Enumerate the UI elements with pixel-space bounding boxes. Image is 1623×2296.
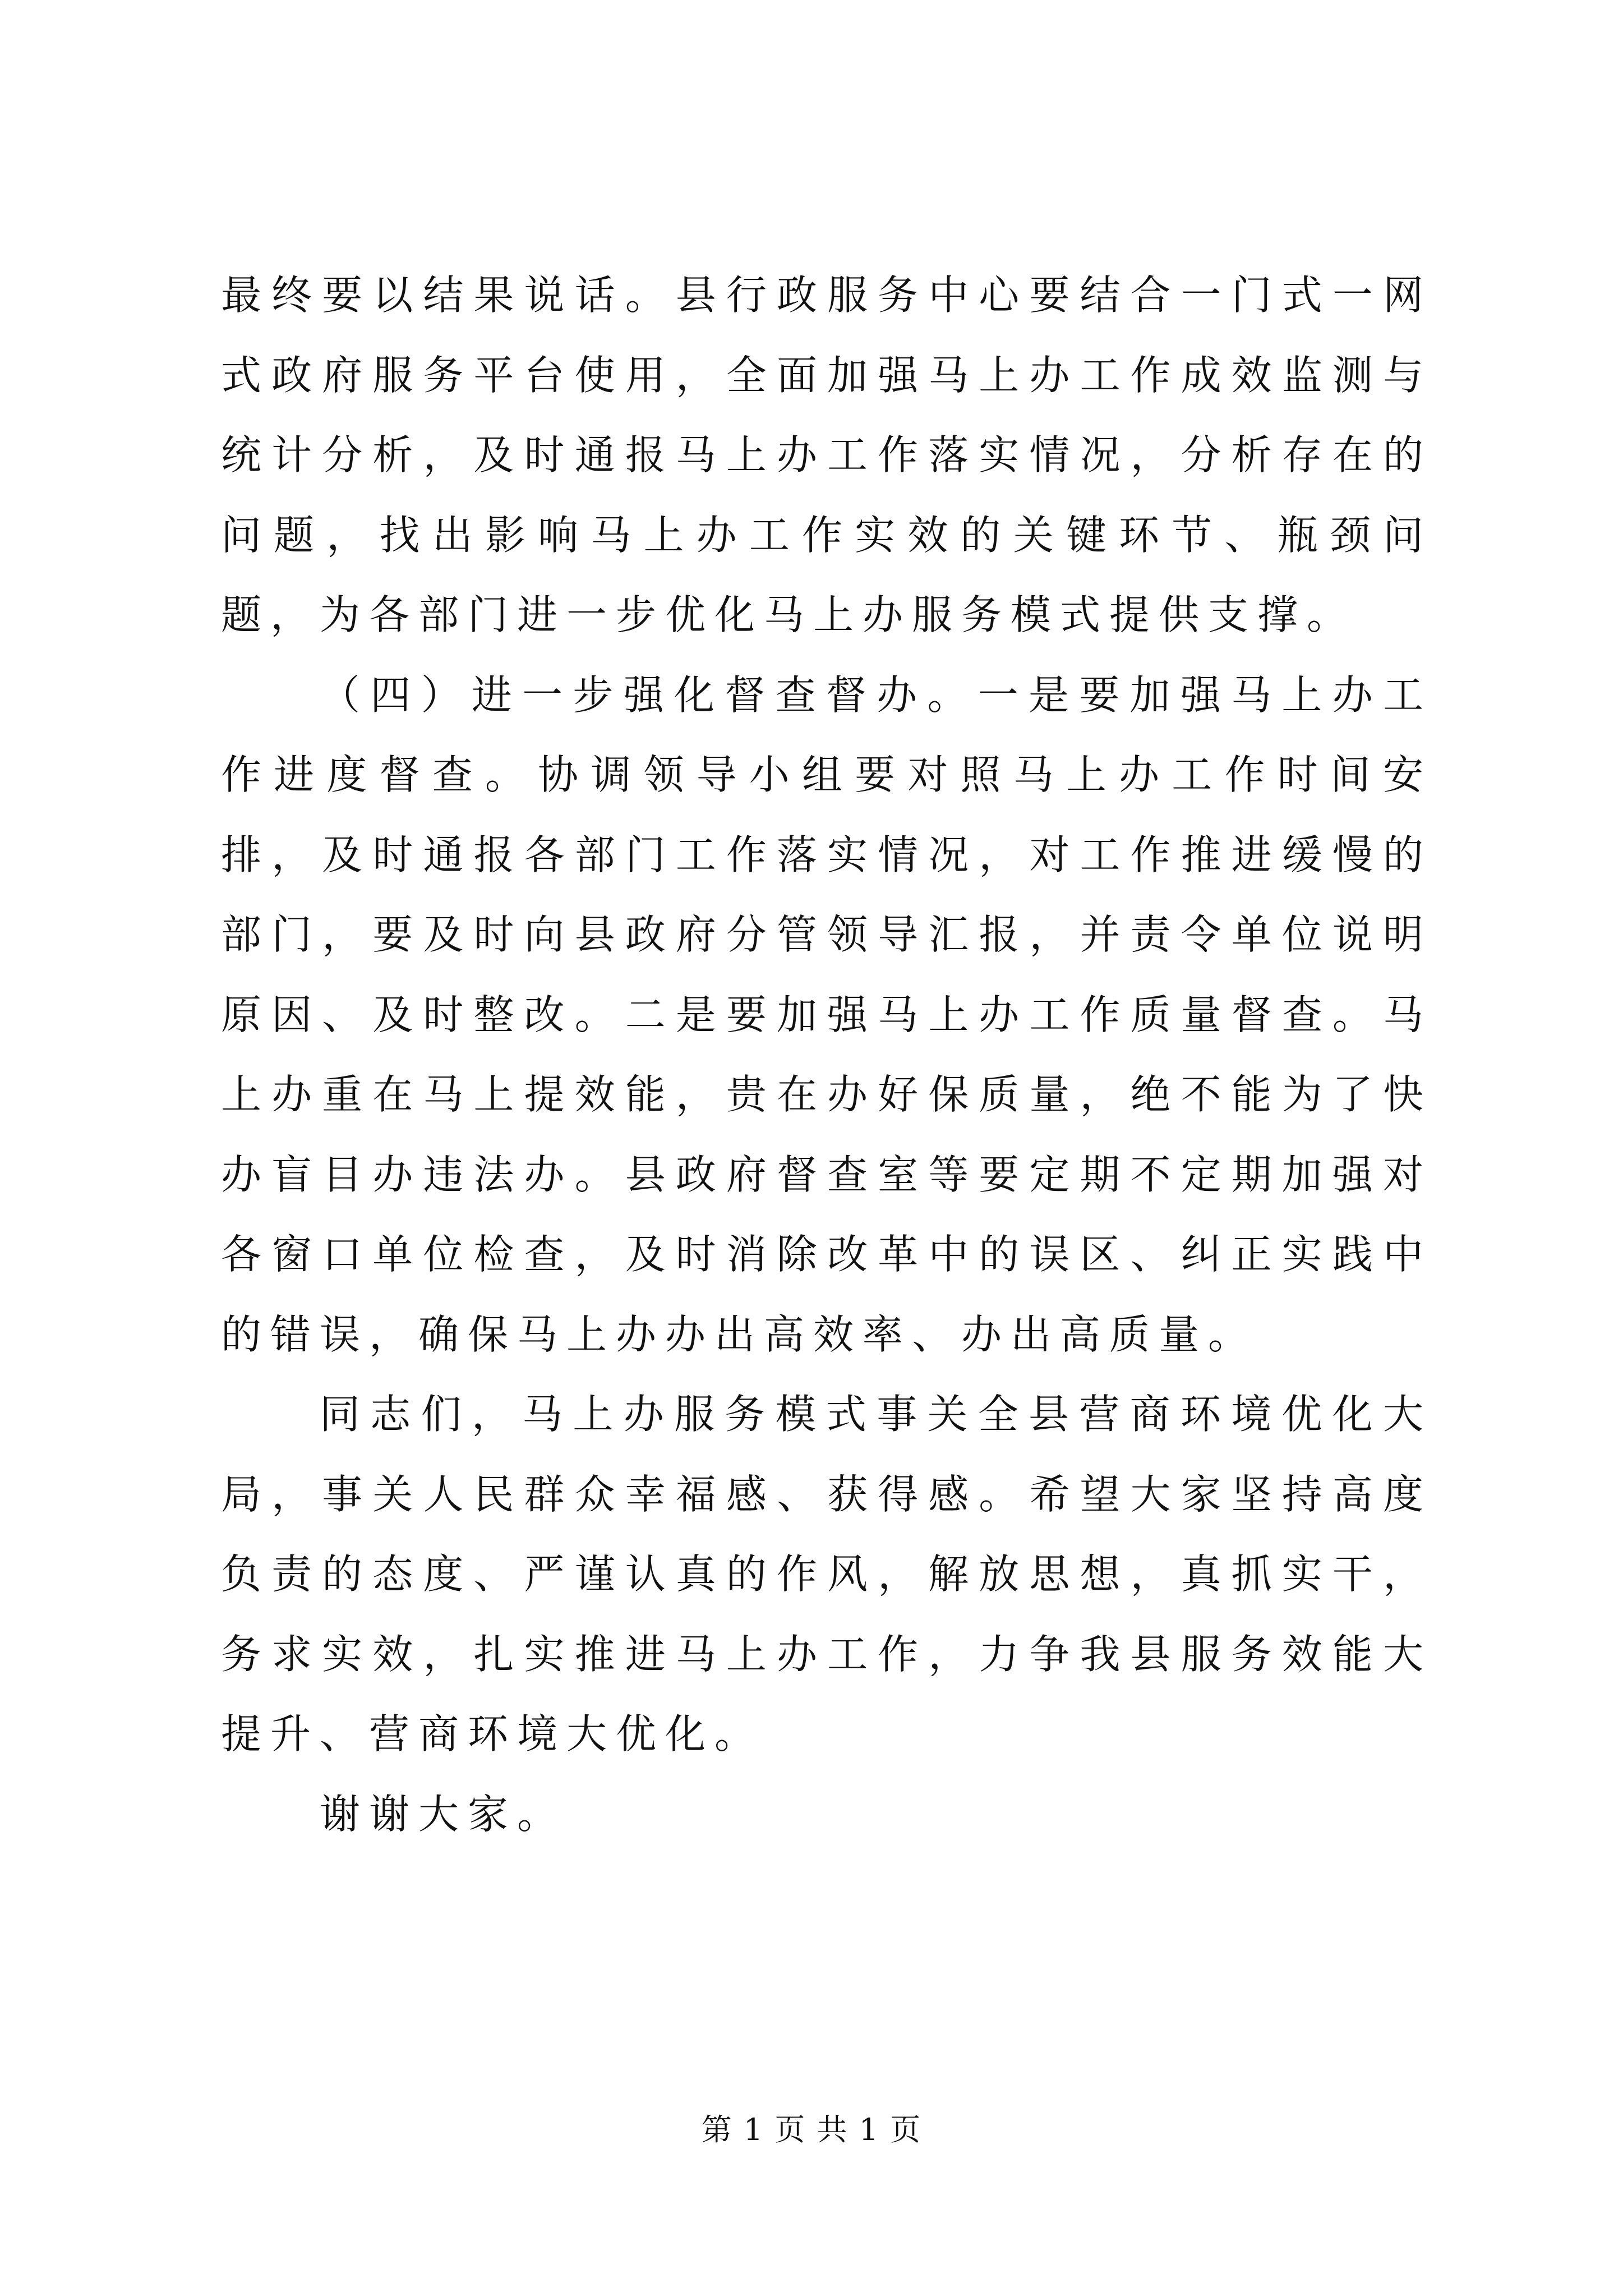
paragraph-closing-remarks: 同志们，马上办服务模式事关全县营商环境优化大局，事关人民群众幸福感、获得感。希望大家坚持高度负责的态度、严谨认真的作风，解放思想，真抓实干，务求实效，扎实推进马上办工作，力争我县服务效能大提升、营商环境大优化。 [221, 1391, 1432, 1757]
paragraph-supervision: （四）进一步强化督查督办。一是要加强马上办工作进度督查。协调领导小组要对照马上办工作时间安排，及时通报各部门工作落实情况，对工作推进缓慢的部门，要及时向县政府分管领导汇报，并责令单位说明原因、及时整改。二是要加强马上办工作质量督查。马上办重在马上提效能，贵在办好保质量，绝不能为了快办盲目办违法办。县政府督查室等要定期不定期加强对各窗口单位检查，及时消除改革中的误区、纠正实践中的错误，确保马上办办出高效率、办出高质量。 [221, 671, 1432, 1358]
body-text [221, 255, 1432, 1854]
paragraph-thanks: 谢谢大家。 [320, 1790, 567, 1838]
page-number-footer: 第 1 页 共 1 页 [701, 2112, 922, 2147]
paragraph-results: 最终要以结果说话。县行政服务中心要结合一门式一网式政府服务平台使用，全面加强马上办工作成效监测与统计分析，及时通报马上办工作落实情况，分析存在的问题，找出影响马上办工作实效的关键环节、瓶颈问题，为各部门进一步优化马上办服务模式提供支撑。 [221, 272, 1432, 638]
